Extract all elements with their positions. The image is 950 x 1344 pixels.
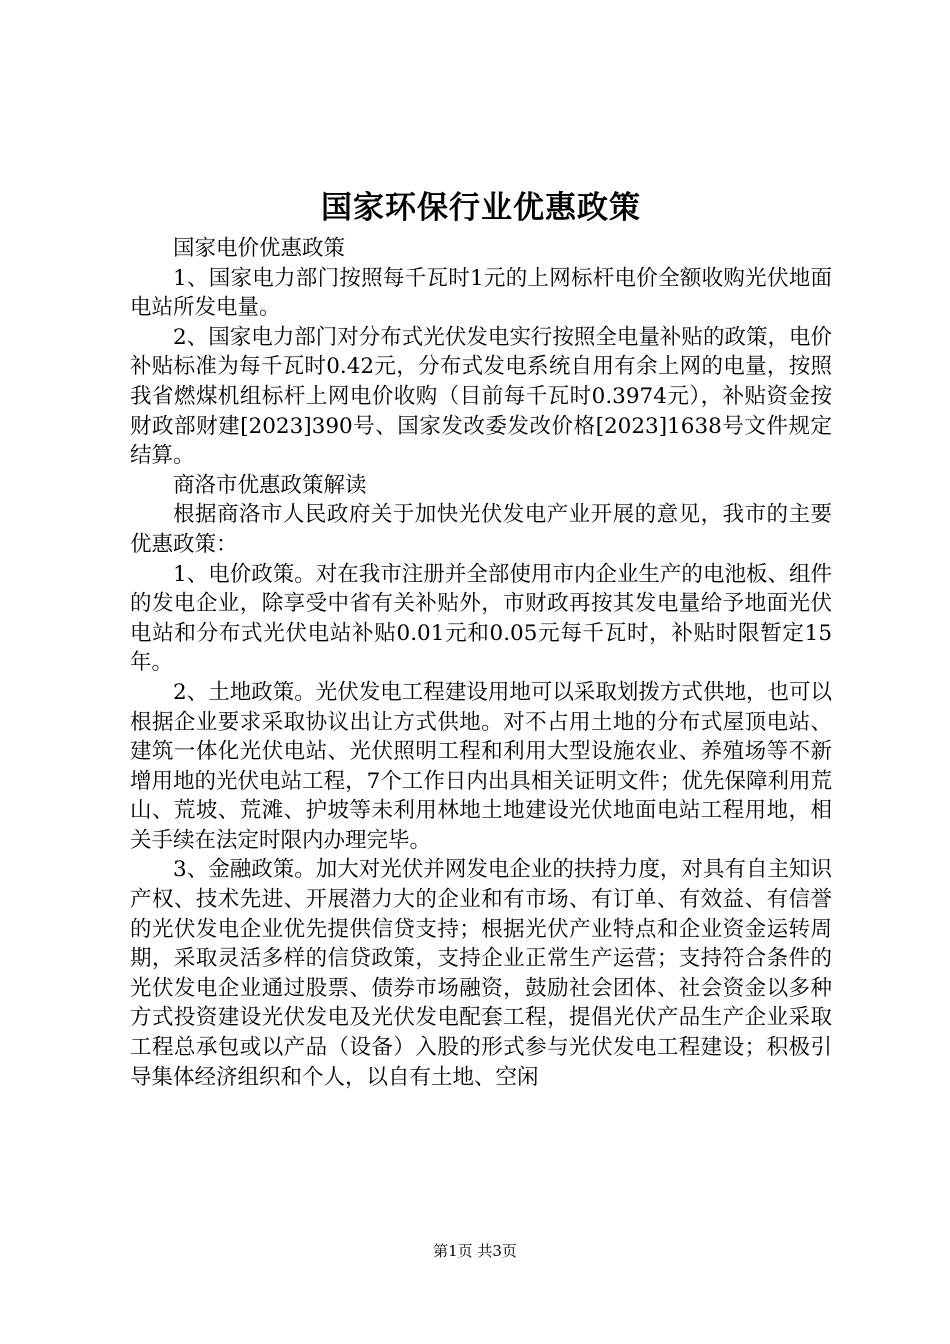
paragraph-price-policy: 1、电价政策。对在我市注册并全部使用市内企业生产的电池板、组件的发电企业，除享受中省有关补贴外，市财政再按其发电量给予地面光伏电站和分布式光伏电站补贴0.01元和0.05元每千瓦时，补贴时限暂定15年。 xyxy=(130,561,832,676)
paragraph-national-2: 2、国家电力部门对分布式光伏发电实行按照全电量补贴的政策，电价补贴标准为每千瓦时0.42元，分布式发电系统自用有余上网的电量，按照我省燃煤机组标杆上网电价收购（目前每千瓦时0.3974元），补贴资金按财政部财建[2023]390号、国家发改委发改价格[2023]1638号文件规定结算。 xyxy=(130,324,832,469)
section-heading-national: 国家电价优惠政策 xyxy=(173,236,346,261)
paragraph-shangluo-intro: 根据商洛市人民政府关于加快光伏发电产业开展的意见，我市的主要优惠政策： xyxy=(130,502,832,557)
page-footer: 第1页 共3页 xyxy=(433,1242,517,1260)
paragraph-land-policy: 2、土地政策。光伏发电工程建设用地可以采取划拨方式供地，也可以根据企业要求采取协议出让方式供地。对不占用土地的分布式屋顶电站、建筑一体化光伏电站、光伏照明工程和利用大型设施农业、养殖场等不新增用地的光伏电站工程，7个工作日内出具相关证明文件；优先保障利用荒山、荒坡、荒滩、护坡等未利用林地土地建设光伏地面电站工程用地，相关手续在法定时限内办理完毕。 xyxy=(130,679,832,853)
paragraph-finance-policy: 3、金融政策。加大对光伏并网发电企业的扶持力度，对具有自主知识产权、技术先进、开展潜力大的企业和有市场、有订单、有效益、有信誉的光伏发电企业优先提供信贷支持；根据光伏产业特点和企业资金运转周期，采取灵活多样的信贷政策，支持企业正常生产运营；支持符合条件的光伏发电企业通过股票、债券市场融资，鼓励社会团体、社会资金以多种方式投资建设光伏发电及光伏发电配套工程，提倡光伏产品生产企业采取工程总承包或以产品（设备）入股的形式参与光伏发电工程建设；积极引导集体经济组织和个人，以自有土地、空闲 xyxy=(130,857,832,1090)
section-heading-shangluo: 商洛市优惠政策解读 xyxy=(173,472,367,498)
document-title: 国家环保行业优惠政策 xyxy=(321,190,641,226)
paragraph-national-1: 1、国家电力部门按照每千瓦时1元的上网标杆电价全额收购光伏地面电站所发电量。 xyxy=(130,265,832,321)
document-page xyxy=(130,188,832,1092)
